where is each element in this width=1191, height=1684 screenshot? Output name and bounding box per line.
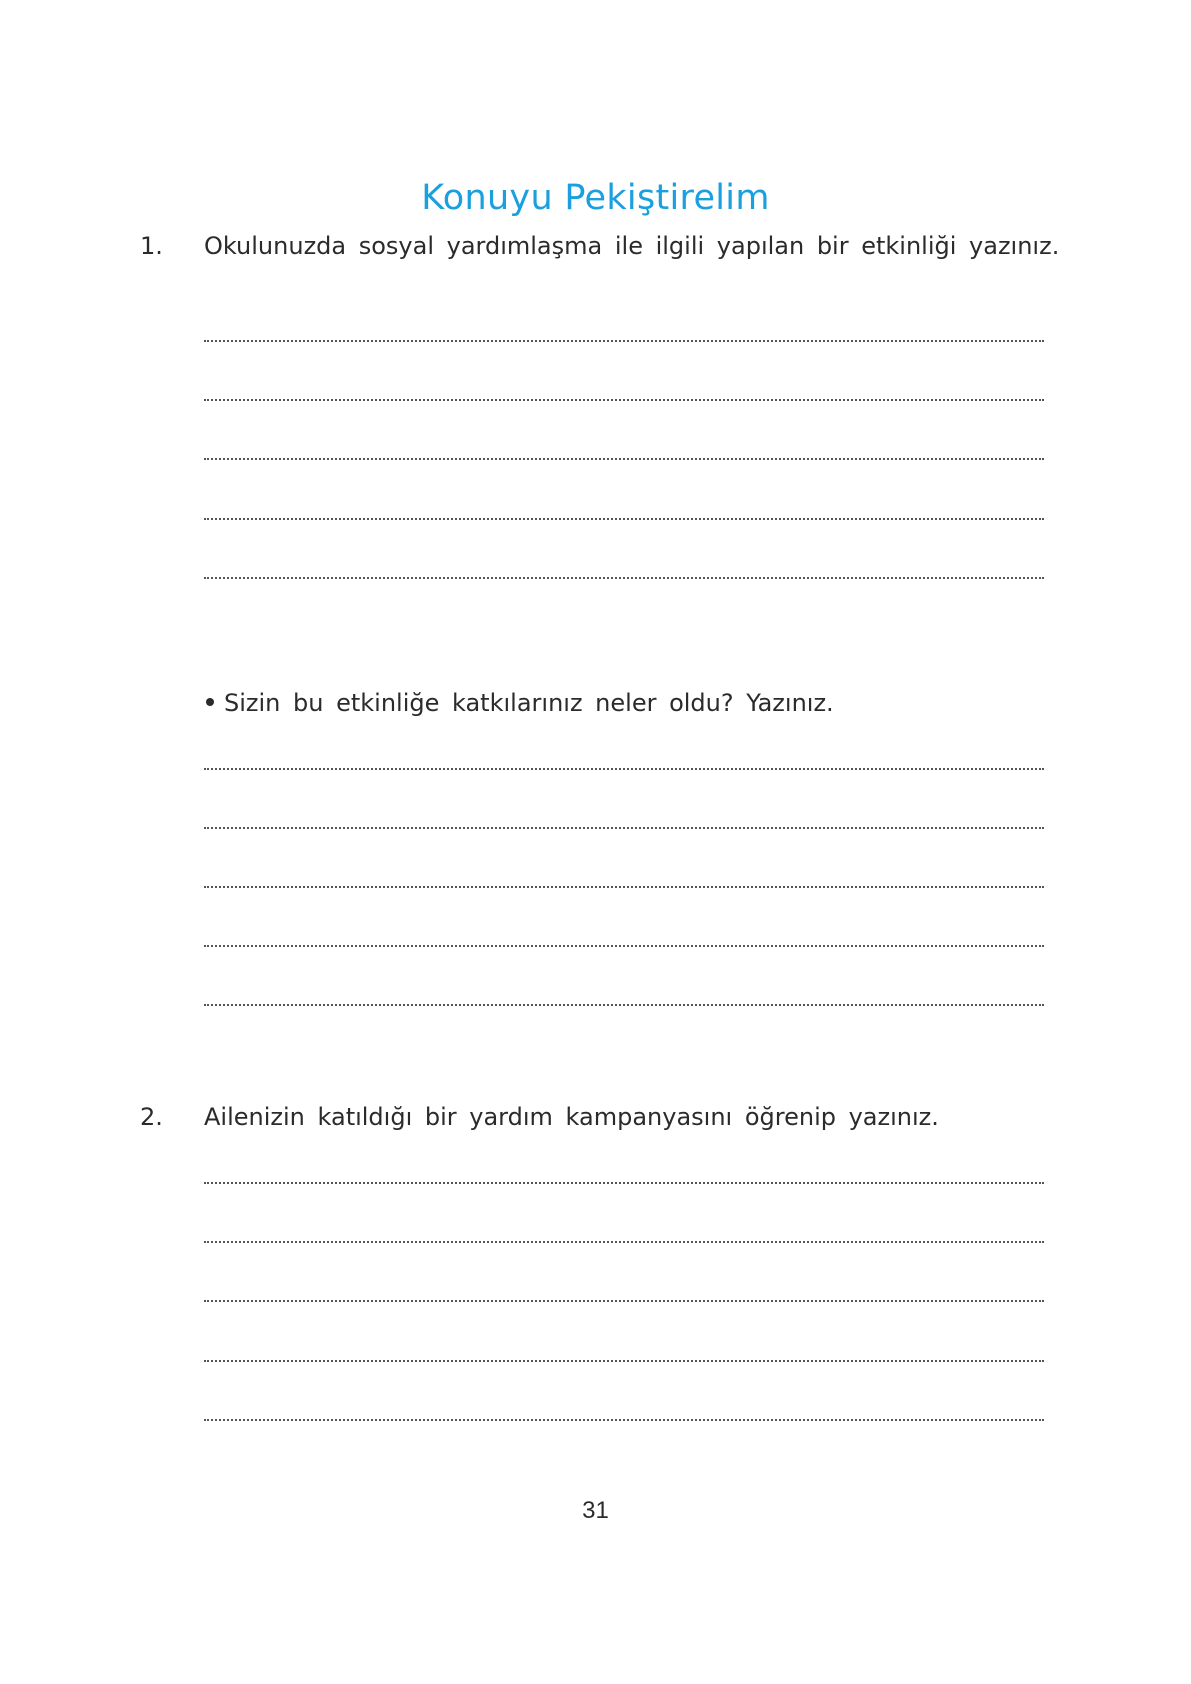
sub-question-1: [206, 689, 834, 717]
page-number: 31: [582, 1497, 609, 1524]
answer-line[interactable]: [204, 768, 1044, 770]
question-1-text: Okulunuzda sosyal yardımlaşma ile ilgili yapılan bir etkinliği yazınız.: [204, 232, 1060, 260]
answer-line[interactable]: [204, 1300, 1044, 1302]
answer-line[interactable]: [204, 1360, 1044, 1362]
sub-question-1-text: Sizin bu etkinliğe katkılarınız neler oldu? Yazınız.: [224, 689, 834, 717]
question-1-number: 1.: [140, 232, 163, 260]
bullet-icon: [206, 698, 214, 706]
answer-line[interactable]: [204, 945, 1044, 947]
page-title: Konuyu Pekiştirelim: [421, 178, 770, 218]
answer-line[interactable]: [204, 577, 1044, 579]
question-2-text: Ailenizin katıldığı bir yardım kampanyasını öğrenip yazınız.: [204, 1103, 939, 1131]
answer-line[interactable]: [204, 1241, 1044, 1243]
answer-line[interactable]: [204, 886, 1044, 888]
answer-line[interactable]: [204, 340, 1044, 342]
answer-line[interactable]: [204, 458, 1044, 460]
answer-line[interactable]: [204, 518, 1044, 520]
answer-line[interactable]: [204, 1419, 1044, 1421]
question-2-number: 2.: [140, 1103, 163, 1131]
answer-line[interactable]: [204, 399, 1044, 401]
answer-line[interactable]: [204, 1004, 1044, 1006]
answer-line[interactable]: [204, 827, 1044, 829]
answer-line[interactable]: [204, 1182, 1044, 1184]
